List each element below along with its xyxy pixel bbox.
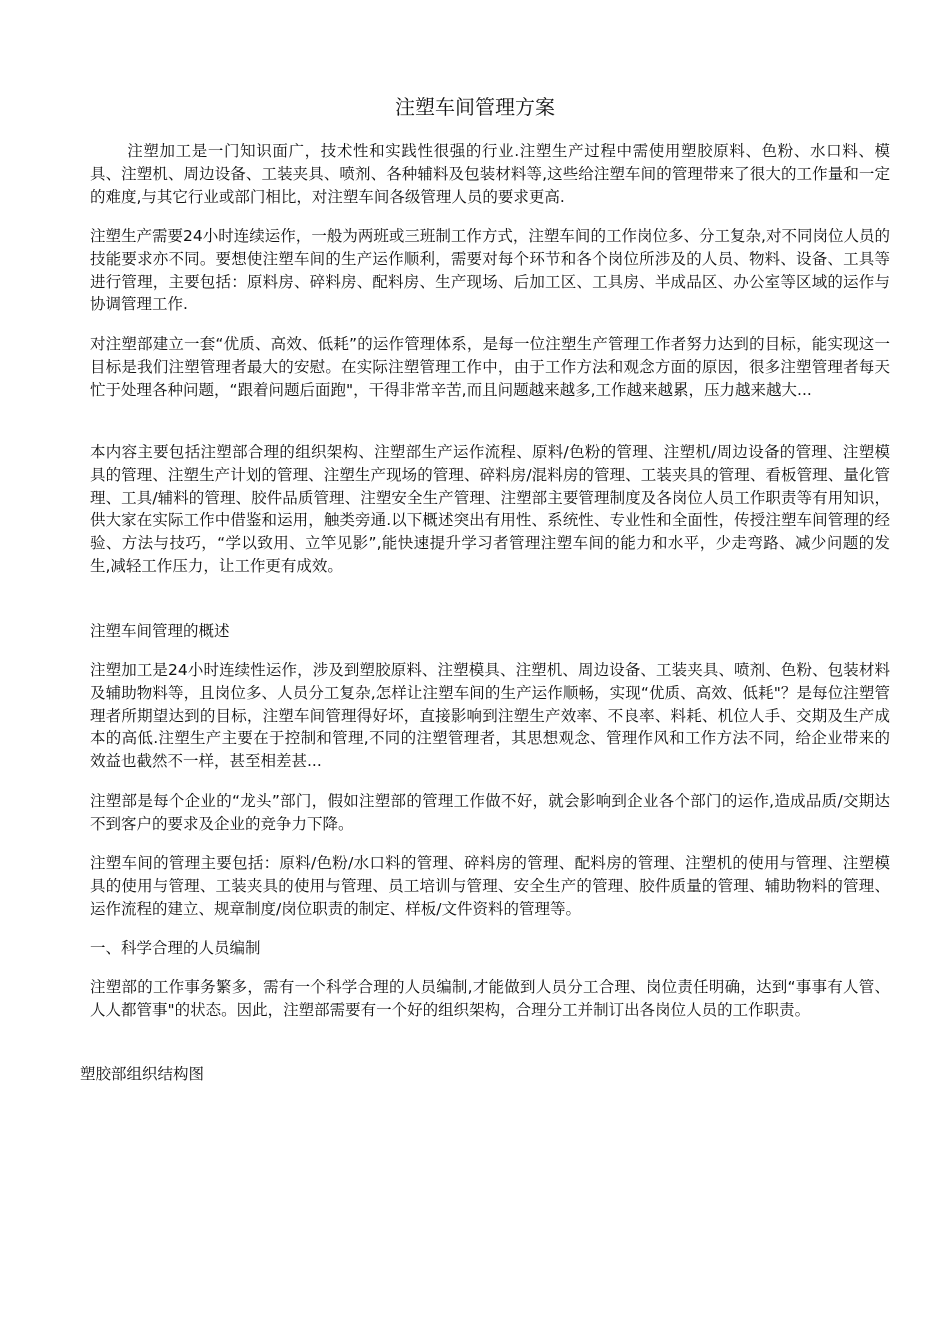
figure-caption-org-chart: 塑胶部组织结构图 (80, 1065, 205, 1083)
paragraph-management-scope: 注塑车间的管理主要包括：原料/色粉/水口料的管理、碎料房的管理、配料房的管理、注塑机的使用与管理、注塑模具的使用与管理、工装夹具的使用与管理、员工培训与管理、安全生产的管理、胶件质量的管理、辅助物料的管理、运作流程的建立、规章制度/岗位职责的制定、样板/文件资料的管理等。 (90, 854, 890, 918)
section-heading-overview: 注塑车间管理的概述 (90, 622, 230, 640)
paragraph-staffing: 注塑部的工作事务繁多，需有一个科学合理的人员编制,才能做到人员分工合理、岗位责任明确，达到“事事有人管、人人都管事"的状态。因此，注塑部需要有一个好的组织架构，合理分工并制订出各岗位人员的工作职责。 (90, 978, 890, 1019)
paragraph-dragon-head: 注塑部是每个企业的“龙头”部门，假如注塑部的管理工作做不好，就会影响到企业各个部门的运作,造成品质/交期达不到客户的要求及企业的竞争力下降。 (90, 792, 890, 833)
paragraph-intro: 注塑加工是一门知识面广，技术性和实践性很强的行业.注塑生产过程中需使用塑胶原料、色粉、水口料、模具、注塑机、周边设备、工装夹具、喷剂、各种辅料及包装材料等,这些给注塑车间的管理带来了很大的工作量和一定的难度,与其它行业或部门相比，对注塑车间各级管理人员的要求更高. (90, 142, 890, 206)
page-title: 注塑车间管理方案 (395, 95, 555, 119)
paragraph-content-scope: 本内容主要包括注塑部合理的组织架构、注塑部生产运作流程、原料/色粉的管理、注塑机/周边设备的管理、注塑模具的管理、注塑生产计划的管理、注塑生产现场的管理、碎料房/混料房的管理、工装夹具的管理、看板管理、量化管理、工具/辅料的管理、胶件品质管理、注塑安全生产管理、注塑部主要管理制度及各岗位人员工作职责等有用知识，供大家在实际工作中借鉴和运用，触类旁通.以下概述突出有用性、系统性、专业性和全面性，传授注塑车间管理的经验、方法与技巧，“学以致用、立竿见影”,能快速提升学习者管理注塑车间的能力和水平，少走弯路、减少问题的发生,减轻工作压力，让工作更有成效。 (90, 443, 890, 575)
paragraph-production: 注塑生产需要24小时连续运作，一般为两班或三班制工作方式，注塑车间的工作岗位多、分工复杂,对不同岗位人员的技能要求亦不同。要想使注塑车间的生产运作顺利，需要对每个环节和各个岗位所涉及的人员、物料、设备、工具等进行管理，主要包括：原料房、碎料房、配料房、生产现场、后加工区、工具房、半成品区、办公室等区域的运作与协调管理工作. (90, 227, 890, 314)
section-heading-staffing: 一、科学合理的人员编制 (90, 939, 261, 957)
paragraph-overview: 注塑加工是24小时连续性运作，涉及到塑胶原料、注塑模具、注塑机、周边设备、工装夹具、喷剂、色粉、包装材料及辅助物料等，且岗位多、人员分工复杂,怎样让注塑车间的生产运作顺畅，实现“优质、高效、低耗"？是每位注塑管理者所期望达到的目标，注塑车间管理得好坏，直接影响到注塑生产效率、不良率、料耗、机位人手、交期及生产成本的高低.注塑生产主要在于控制和管理,不同的注塑管理者，其思想观念、管理作风和工作方法不同，给企业带来的效益也截然不一样，甚至相差甚... (90, 661, 890, 771)
paragraph-system: 对注塑部建立一套“优质、高效、低耗”的运作管理体系，是每一位注塑生产管理工作者努力达到的目标，能实现这一目标是我们注塑管理者最大的安慰。在实际注塑管理工作中，由于工作方法和观念方面的原因，很多注塑管理者每天忙于处理各种问题，“跟着问题后面跑"，干得非常辛苦,而且问题越来越多,工作越来越累，压力越来越大... (90, 335, 890, 399)
